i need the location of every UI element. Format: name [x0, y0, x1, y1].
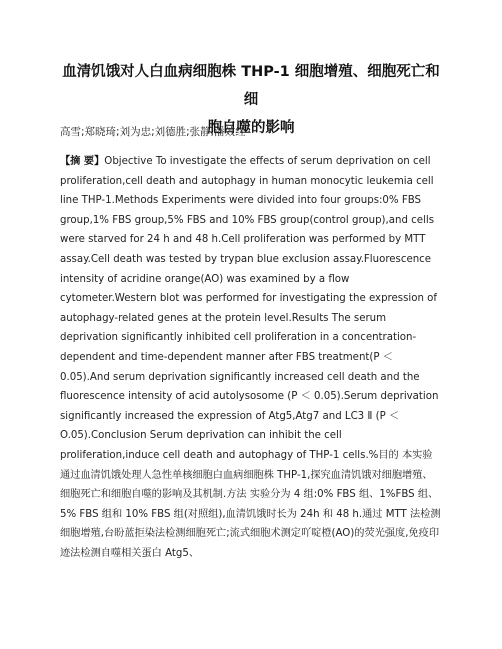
paper-title-line-2: 胞自噬的影响: [207, 120, 295, 136]
paper-title-line-1: 血清饥饿对人白血病细胞株 THP-1 细胞增殖、细胞死亡和细: [62, 64, 440, 108]
abstract-text: Objective To investigate the effects of serum deprivation on cell proliferation,cell death and autophagy in human monocytic leukemia cell line THP-1.Methods Experiments were divided into four groups:0% FBS group,1% FBS group,5% FBS and 10% FBS group(control group),and cells were starved for 24 h and 48 h.Cell proliferation was performed by MTT assay.Cell death was tested by trypan blue exclusion assay.Fluorescence intensity of acridine orange(AO) was examined by a flow cytometer.Western blot was performed for investigating the expression of autophagy-related genes at the protein level.Results The serum deprivation significantly inhibited cell proliferation in a concentration-dependent and time-dependent manner after FBS treatment(P ＜0.05).And serum deprivation significantly increased cell death and the fluorescence intensity of acid autolysosome (P ＜ 0.05).Serum deprivation significantly increased the expression of Atg5,Atg7 and LC3 Ⅱ (P ＜ O.05).Conclusion Serum deprivation can inhibit the cell proliferation,induce cell death and autophagy of THP-1 cells.%目的 本实验通过血清饥饿处理人急性单核细胞白血病细胞株 THP-1,探究血清饥饿对细胞增殖、细胞死亡和细胞自噬的影响及其机制.方法 实验分为 4 组:0% FBS 组、1%FBS 组、5% FBS 组和 10% FBS 组(对照组),血清饥饿时长为 24h 和 48 h.通过 MTT 法检测细胞增殖,台盼蓝拒染法检测细胞死亡;流式细胞术测定吖啶橙(AO)的荧光强度,免疫印迹法检测自噬相关蛋白 Atg5、: [60, 156, 441, 559]
abstract-label: 【摘 要】: [60, 156, 105, 167]
abstract: [60, 152, 442, 563]
author-list: 高雪;郑晓琦;刘为忠;刘德胜;张静;潘效红: [60, 126, 246, 138]
